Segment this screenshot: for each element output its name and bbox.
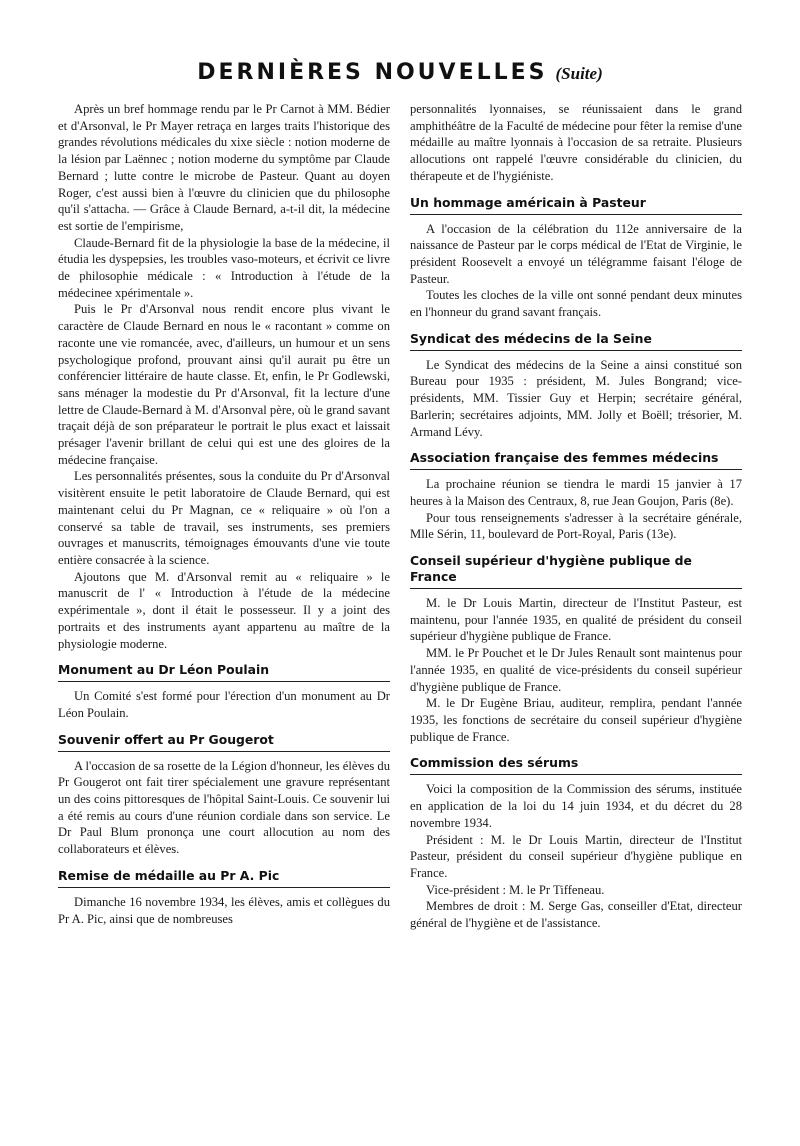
paragraph: Voici la composition de la Commission des sérums, instituée en application de la loi du 14 juin 1934, et du décret du 28 novembre 1934. bbox=[410, 782, 742, 830]
paragraph: Le Syndicat des médecins de la Seine a ainsi constitué son Bureau pour 1935 : président, M. Jules Bongrand; vice-présidents, MM. Tissier Guy et Herpin; secrétaire général, Barlerin; secrétaires adjoints, MM. Jolly et Boëll; trésorier, M. Armand Lévy. bbox=[410, 357, 742, 439]
paragraph: personnalités lyonnaises, se réunissaient dans le grand amphithéâtre de la Faculté de médecine pour fêter la remise d'une médaille au maître lyonnais à l'occasion de sa retraite. Plusieurs allocutions ont rappelé l'œuvre considérable du clinicien, du thérapeute et de l'hygiéniste. bbox=[410, 102, 742, 183]
paragraph: Vice-président : M. le Pr Tiffeneau. bbox=[426, 882, 605, 897]
section-heading-syndicat: Syndicat des médecins de la Seine bbox=[410, 331, 742, 351]
section-heading-pic: Remise de médaille au Pr A. Pic bbox=[58, 868, 390, 888]
paragraph: A l'occasion de la célébration du 112e anniversaire de la naissance de Pasteur par le corps médical de l'Etat de Virginie, le président Roosevelt a envoyé un télégramme faisant l'éloge de Pasteur. bbox=[410, 221, 742, 286]
paragraph: Puis le Pr d'Arsonval nous rendit encore plus vivant le caractère de Claude Bernard en nous le « racontant » comme on raconte une vie romancée, avec, d'ailleurs, un humour et un sens psychologique profond, prouvant ainsi qu'il aurait pu être un conférencier littéraire de haute classe. Et, enfin, le Pr Godlewski, sans ménager la modestie du Pr d'Arsonval, fit la lecture d'une lettre de Claude-Bernard à M. d'Arsonval père, où le grand savant traçait déjà de son préparateur le portrait le plus exact et laissait présager l'avenir brillant de celui qui est une des gloires de la médecine française. bbox=[58, 302, 390, 467]
paragraph: Les personnalités présentes, sous la conduite du Pr d'Arsonval visitèrent ensuite le petit laboratoire de Claude Bernard, qui est maintenant celui du Pr Magnan, ce « reliquaire » où l'on a conservé sa table de travail, ses instruments, ses premiers ouvrages et manuscrits, témoignages émouvants d'une vie toute entière consacrée à la science. bbox=[58, 469, 390, 567]
page-title-text: DERNIÈRES NOUVELLES bbox=[197, 60, 548, 85]
section-heading-gougerot: Souvenir offert au Pr Gougerot bbox=[58, 732, 390, 752]
page-title bbox=[0, 60, 800, 85]
section-heading-pasteur: Un hommage américain à Pasteur bbox=[410, 195, 742, 215]
paragraph: La prochaine réunion se tiendra le mardi 15 janvier à 17 heures à la Maison des Centraux, 8, rue Jean Goujon, Paris (8e). bbox=[410, 477, 742, 508]
paragraph: Pour tous renseignements s'adresser à la secrétaire générale, Mlle Sérin, 11, boulevard de Port-Royal, Paris (13e). bbox=[410, 510, 742, 542]
paragraph: Président : M. le Dr Louis Martin, directeur de l'Institut Pasteur, président du conseil supérieur d'hygiène publique en France. bbox=[410, 832, 742, 880]
left-column bbox=[58, 101, 390, 927]
paragraph: M. le Dr Louis Martin, directeur de l'Institut Pasteur, est maintenu, pour l'année 1935, en qualité de président du conseil supérieur d'hygiène publique de France. bbox=[410, 596, 742, 644]
paragraph: MM. le Pr Pouchet et le Dr Jules Renault sont maintenus pour l'année 1935, en qualité de vice-présidents du conseil supérieur d'hygiène publique de France. bbox=[410, 646, 742, 694]
section-heading-femmes: Association française des femmes médecins bbox=[410, 450, 742, 470]
paragraph: Claude-Bernard fit de la physiologie la base de la médecine, il étudia les dyspepsies, les troubles vaso-moteurs, et écrivit ce livre de philosophie médicale : « Introduction à l'étude de la médecinee xpérimentale ». bbox=[58, 235, 390, 300]
paragraph: Dimanche 16 novembre 1934, les élèves, amis et collègues du Pr A. Pic, ainsi que de nombreuses bbox=[58, 894, 390, 926]
page-title-suite: (Suite) bbox=[555, 64, 603, 83]
paragraph: Ajoutons que M. d'Arsonval remit au « reliquaire » le manuscrit de l' « Introduction à l'étude de la médecine expérimentale », dont il était le possesseur. Il y a joint des portraits et des instruments ayant appartenu au maître de la physiologie moderne. bbox=[58, 569, 390, 651]
paragraph: Toutes les cloches de la ville ont sonné pendant deux minutes en l'honneur du grand savant français. bbox=[410, 288, 742, 320]
paragraph: Après un bref hommage rendu par le Pr Carnot à MM. Bédier et d'Arsonval, le Pr Mayer retraça en larges traits l'historique des grandes révolutions médicales du xixe siècle : notion moderne de la lésion par Laënnec ; notion moderne du symptôme par Claude Bernard ; lutte contre le microbe de Pasteur. Quant au doyen Roger, c'est aussi bien à l'œuvre du clinicien que du philosophe qu'il s'attacha. — Grâce à Claude Bernard, a-t-il dit, la médecine est sortie de l'empirisme, bbox=[58, 102, 390, 233]
section-heading-serums: Commission des sérums bbox=[410, 755, 742, 775]
right-column bbox=[410, 101, 742, 932]
paragraph: M. le Dr Eugène Briau, auditeur, remplira, pendant l'année 1935, les fonctions de secrétaire du conseil supérieur d'hygiène publique de France. bbox=[410, 696, 742, 744]
paragraph: Un Comité s'est formé pour l'érection d'un monument au Dr Léon Poulain. bbox=[58, 689, 390, 720]
paragraph: Membres de droit : M. Serge Gas, conseiller d'Etat, directeur général de l'hygiène et de l'assistance. bbox=[410, 899, 742, 931]
paragraph: A l'occasion de sa rosette de la Légion d'honneur, les élèves du Pr Gougerot ont fait tirer spécialement une gravure représentant un des coins pittoresques de l'hôpital Saint-Louis. Ce souvenir lui a été remis au cours d'une réunion cordiale dans son service. Le Dr Paul Blum prononça une court allocution au nom des collaborateurs et élèves. bbox=[58, 758, 390, 857]
section-heading-conseil: Conseil supérieur d'hygiène publique de France bbox=[410, 553, 742, 589]
section-heading-poulain: Monument au Dr Léon Poulain bbox=[58, 662, 390, 682]
